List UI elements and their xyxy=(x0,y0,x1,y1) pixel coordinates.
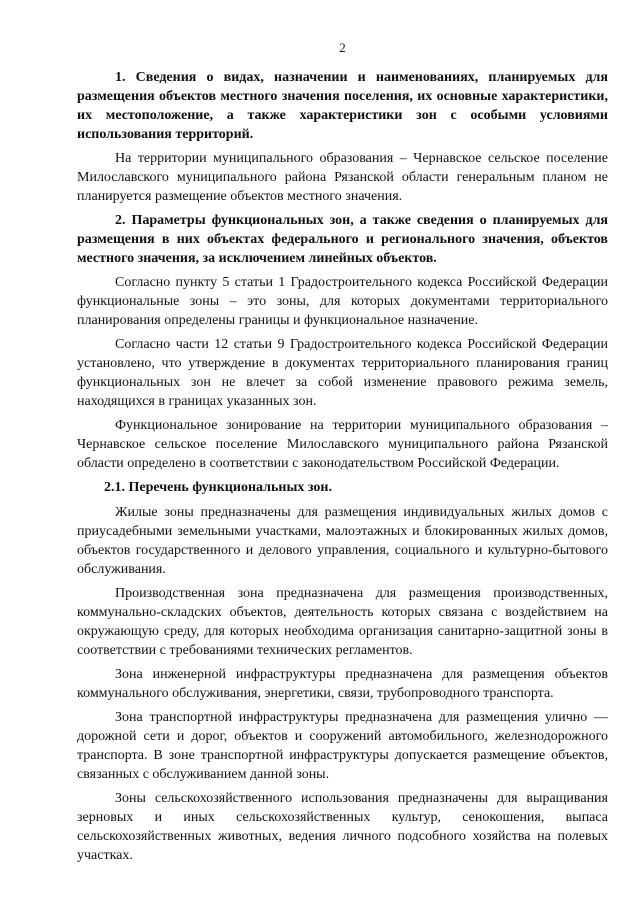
zone-paragraph: Зоны сельскохозяйственного использования предназначены для выращивания зерновых и иных сельскохозяйственных культур, сенокошения, выпаса сельскохозяйственных животных, ведения личного подсобного хозяйства на полевых участках. xyxy=(77,791,608,863)
section-2-paragraph: Функциональное зонирование на территории муниципального образования – Чернавское сельское поселение Милославского муниципального района Рязанской области определено в соответствии с законодательством Российской Федерации. xyxy=(77,418,608,471)
section-2-1-heading: 2.1. Перечень функциональных зон. xyxy=(104,480,332,495)
zone-paragraph: Зона инженерной инфраструктуры предназначена для размещения объектов коммунального обслуживания, энергетики, связи, трубопроводного транспорта. xyxy=(77,667,608,701)
zone-paragraph: Зона транспортной инфраструктуры предназначена для размещения улично — дорожной сети и дорог, объектов и сооружений автомобильного, железнодорожного транспорта. В зоне транспортной инфраструктуры допускается размещение объектов, связанных с обслуживанием данной зоны. xyxy=(77,710,608,782)
section-2-paragraph: Согласно части 12 статьи 9 Градостроительного кодекса Российской Федерации установлено, что утверждение в документах территориального планирования границ функциональных зон не влечет за собой изменение правового режима земель, находящихся в границах указанных зон. xyxy=(77,337,608,409)
section-1-paragraph: На территории муниципального образования – Чернавское сельское поселение Милославского муниципального района Рязанской области генеральным планом не планируется размещение объектов местного значения. xyxy=(77,151,608,204)
section-2-paragraph: Согласно пункту 5 статьи 1 Градостроительного кодекса Российской Федерации функциональные зоны – это зоны, для которых документами территориального планирования определены границы и функциональное назначение. xyxy=(77,275,608,328)
section-2-heading: 2. Параметры функциональных зон, а также сведения о планируемых для размещения в них объектах федерального и регионального значения, объектов местного значения, за исключением линейных объектов. xyxy=(77,213,608,266)
zone-paragraph: Производственная зона предназначена для размещения производственных, коммунально-складских объектов, деятельность которых связана с воздействием на окружающую среду, для которых необходима организация санитарно-защитной зоны в соответствии с требованиями технических регламентов. xyxy=(77,586,608,658)
page-number: 2 xyxy=(339,40,346,55)
section-1-heading: 1. Сведения о видах, назначении и наименованиях, планируемых для размещения объектов местного значения поселения, их основные характеристики, их местоположение, а также характеристики зон с особыми условиями использования территорий. xyxy=(77,70,608,142)
zone-paragraph: Жилые зоны предназначены для размещения индивидуальных жилых домов с приусадебными земельными участками, малоэтажных и блокированных жилых домов, объектов государственного и делового управления, социального и культурно-бытового обслуживания. xyxy=(77,505,608,577)
